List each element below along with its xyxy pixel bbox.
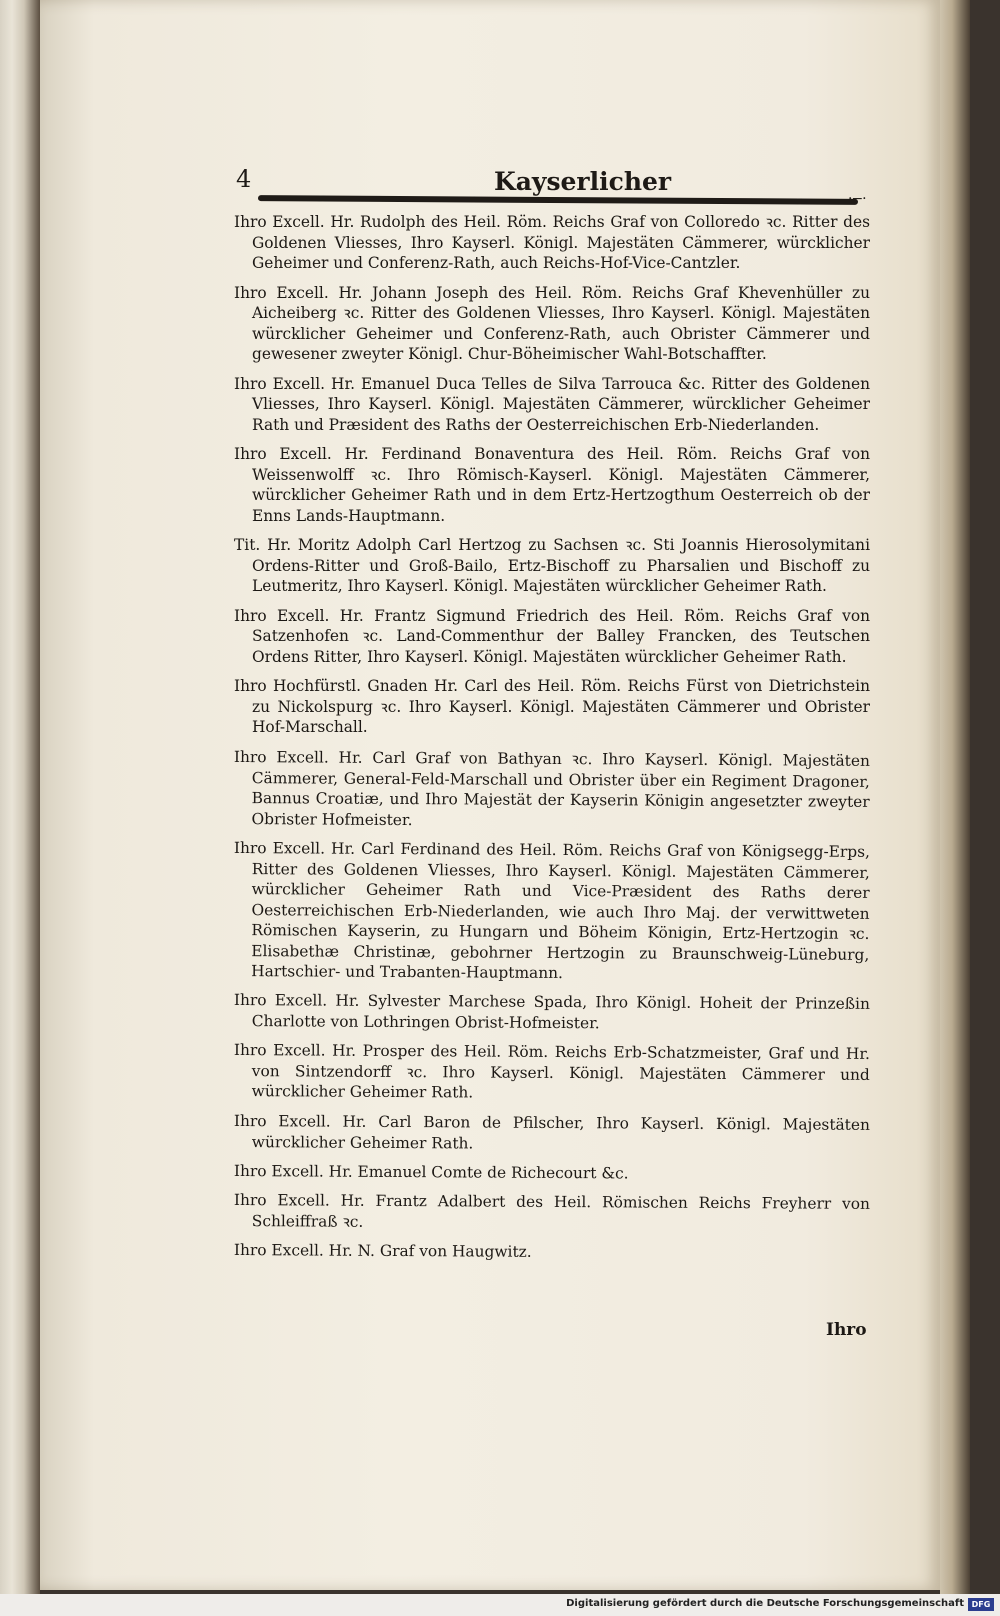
entry: Ihro Excell. Hr. Frantz Adalbert des Heil. Römischen Reichs Freyherr von Schleiffraß ꝛc. bbox=[233, 1191, 870, 1231]
catchword: Ihro bbox=[826, 1320, 867, 1340]
entry: Ihro Excell. Hr. Carl Ferdinand des Heil. Röm. Reichs Graf von Königsegg-Erps, Ritter des Goldenen Vliesses, Ihro Kayserl. Königl. Majestäten Cämmerer, würcklicher Geheimer Rath und Vice-Præsident des Raths derer Oesterreichischen Erb-Niederlanden, wie auch Ihro Maj. der verwittweten Römischen Kayserin, zu Hungarn und Böheim Königin, Ertz-Hertzogin ꝛc. Elisabethæ Christinæ, gebohrner Hertzogin zu Braunschweig-Lüneburg, Hartschier- und Trabanten-Hauptmann. bbox=[233, 838, 870, 982]
dfg-logo-icon: DFG bbox=[968, 1598, 994, 1611]
entry: Ihro Excell. Hr. N. Graf von Haugwitz. bbox=[233, 1241, 532, 1261]
entry: Ihro Excell. Hr. Emanuel Duca Telles de Silva Tarrouca &c. Ritter des Goldenen Vliesses, Ihro Kayserl. Königl. Majestäten Cämmerer, würcklicher Geheimer Rath und Præsident des Raths der Oesterreichischen Erb-Niederlanden. bbox=[234, 374, 870, 434]
entry: Ihro Excell. Hr. Carl Graf von Bathyan ꝛc. Ihro Kayserl. Königl. Majestäten Cämmerer, General-Feld-Marschall und Obrister über ein Regiment Dragoner, Bannus Croatiæ, und Ihro Majestät der Kayserin Königin angesetzter zweyter Obrister Hofmeister. bbox=[233, 747, 870, 829]
rule-ornament: ·−· bbox=[848, 191, 866, 207]
header-rule bbox=[258, 195, 858, 205]
entry: Ihro Excell. Hr. Sylvester Marchese Spada, Ihro Königl. Hoheit der Prinzeßin Charlotte von Lothringen Obrist-Hofmeister. bbox=[233, 991, 870, 1032]
entry: Ihro Excell. Hr. Johann Joseph des Heil. Röm. Reichs Graf Khevenhüller zu Aicheiberg ꝛc. Ritter des Goldenen Vliesses, Ihro Kayserl. Königl. Majestäten würcklicher Geheimer und Conferenz-Rath, auch Obrister Cämmerer und gewesener zweyter Königl. Chur-Böheimischer Wahl-Botschaffter. bbox=[234, 283, 870, 363]
entry: Ihro Hochfürstl. Gnaden Hr. Carl des Heil. Röm. Reichs Fürst von Dietrichstein zu Nickolspurg ꝛc. Ihro Kayserl. Königl. Majestäten Cämmerer und Obrister Hof-Marschall. bbox=[234, 677, 870, 736]
entry: Ihro Excell. Hr. Prosper des Heil. Röm. Reichs Erb-Schatzmeister, Graf und Hr. von Sintzendorff ꝛc. Ihro Kayserl. Königl. Majestäten Cämmerer und würcklicher Geheimer Rath. bbox=[233, 1041, 870, 1102]
entry: Ihro Excell. Hr. Rudolph des Heil. Röm. Reichs Graf von Colloredo ꝛc. Ritter des Goldenen Vliesses, Ihro Kayserl. Königl. Majestäten Cämmerer, würcklicher Geheimer und Conferenz-Rath, auch Reichs-Hof-Vice-Cantzler. bbox=[234, 213, 870, 272]
page-header bbox=[236, 165, 866, 207]
entry: Ihro Excell. Hr. Ferdinand Bonaventura des Heil. Röm. Reichs Graf von Weissenwolff ꝛc. Ihro Römisch-Kayserl. Königl. Majestäten Cämmerer, würcklicher Geheimer Rath und in dem Ertz-Hertzogthum Oesterreich ob der Enns Lands-Hauptmann. bbox=[234, 445, 870, 525]
entry: Ihro Excell. Hr. Emanuel Comte de Richecourt &c. bbox=[233, 1161, 629, 1182]
facing-page-edge bbox=[0, 0, 40, 1594]
digitization-credit: Digitalisierung gefördert durch die Deutsche Forschungsgemeinschaft bbox=[566, 1598, 964, 1609]
entry: Ihro Excell. Hr. Frantz Sigmund Friedrich des Heil. Röm. Reichs Graf von Satzenhofen ꝛc. Land-Commenthur der Balley Francken, des Teutschen Ordens Ritter, Ihro Kayserl. Königl. Majestäten würcklicher Geheimer Rath. bbox=[234, 606, 870, 666]
entries-list bbox=[234, 212, 870, 1270]
entry: Ihro Excell. Hr. Carl Baron de Pfilscher, Ihro Kayserl. Königl. Majestäten würcklicher Geheimer Rath. bbox=[233, 1111, 870, 1152]
page-number: 4 bbox=[236, 165, 252, 193]
entry: Tit. Hr. Moritz Adolph Carl Hertzog zu Sachsen ꝛc. Sti Joannis Hierosolymitani Ordens-Ritter und Groß-Bailo, Ertz-Bischoff zu Pharsalien und Bischoff zu Leutmeritz, Ihro Kayserl. Königl. Majestäten würcklicher Geheimer Rath. bbox=[234, 536, 870, 595]
page-fore-edge bbox=[940, 0, 970, 1594]
running-head: Kayserlicher bbox=[494, 167, 672, 196]
